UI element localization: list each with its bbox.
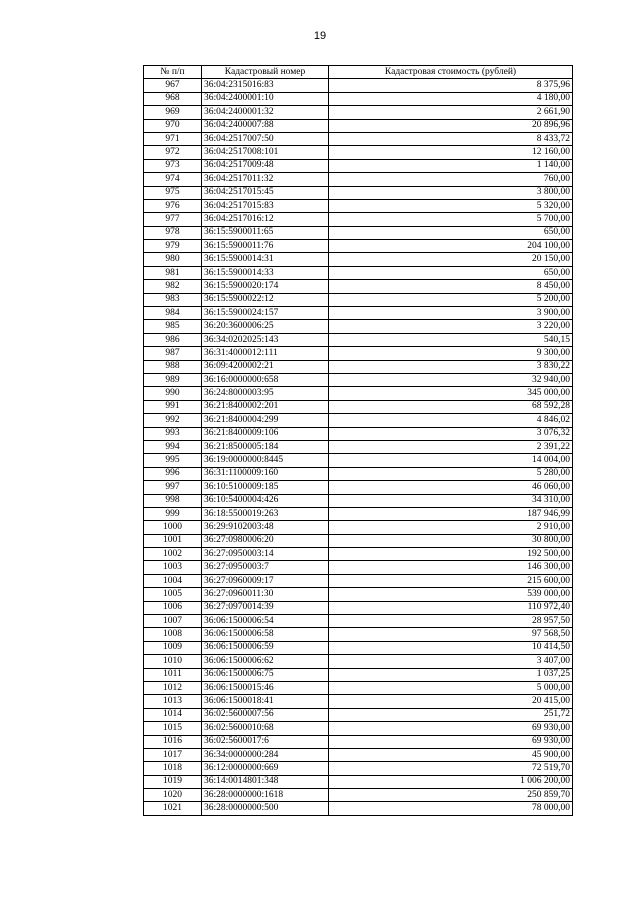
table-row xyxy=(144,266,573,279)
cadastral-number-cell: 36:24:8000003:95 xyxy=(202,387,329,400)
row-number-cell: 969 xyxy=(144,106,202,119)
cadastral-number-cell: 36:04:2315016:83 xyxy=(202,79,329,92)
table-row xyxy=(144,280,573,293)
cadastral-value-cell: 34 310,00 xyxy=(329,494,573,507)
cadastral-value-cell: 250 859,70 xyxy=(329,789,573,802)
cadastral-value-cell: 3 076,32 xyxy=(329,427,573,440)
cadastral-value-cell: 8 450,00 xyxy=(329,280,573,293)
cadastral-value-cell: 539 000,00 xyxy=(329,588,573,601)
table-row xyxy=(144,735,573,748)
row-number-cell: 1003 xyxy=(144,561,202,574)
row-number-cell: 1004 xyxy=(144,574,202,587)
row-number-cell: 991 xyxy=(144,400,202,413)
table-row xyxy=(144,655,573,668)
cadastral-number-cell: 36:04:2517016:12 xyxy=(202,213,329,226)
table-header-row xyxy=(144,66,573,79)
cadastral-number-cell: 36:12:0000000:669 xyxy=(202,762,329,775)
cadastral-value-cell: 5 280,00 xyxy=(329,467,573,480)
table-row xyxy=(144,775,573,788)
cadastral-value-cell: 187 946,99 xyxy=(329,507,573,520)
cadastral-value-cell: 1 140,00 xyxy=(329,159,573,172)
cadastral-number-cell: 36:27:0980006:20 xyxy=(202,534,329,547)
row-number-cell: 984 xyxy=(144,307,202,320)
cadastral-value-cell: 8 433,72 xyxy=(329,132,573,145)
row-number-cell: 985 xyxy=(144,320,202,333)
row-number-cell: 1008 xyxy=(144,628,202,641)
cadastral-value-cell: 32 940,00 xyxy=(329,373,573,386)
cadastral-number-cell: 36:10:5100009:185 xyxy=(202,481,329,494)
cadastral-number-cell: 36:20:3600006:25 xyxy=(202,320,329,333)
cadastral-value-cell: 110 972,40 xyxy=(329,601,573,614)
cadastral-number-cell: 36:02:5600007:56 xyxy=(202,708,329,721)
cadastral-number-cell: 36:04:2517009:48 xyxy=(202,159,329,172)
cadastral-value-cell: 345 000,00 xyxy=(329,387,573,400)
table-row xyxy=(144,507,573,520)
row-number-cell: 981 xyxy=(144,266,202,279)
cadastral-number-cell: 36:06:1500006:62 xyxy=(202,655,329,668)
cadastral-value-cell: 215 600,00 xyxy=(329,574,573,587)
cadastral-value-cell: 2 661,90 xyxy=(329,106,573,119)
row-number-cell: 1018 xyxy=(144,762,202,775)
table-row xyxy=(144,119,573,132)
row-number-cell: 971 xyxy=(144,132,202,145)
table-row xyxy=(144,481,573,494)
cadastral-number-cell: 36:18:5500019:263 xyxy=(202,507,329,520)
cadastral-number-cell: 36:09:4200002:21 xyxy=(202,360,329,373)
table-row xyxy=(144,762,573,775)
table-row xyxy=(144,146,573,159)
cadastral-number-cell: 36:06:1500018:41 xyxy=(202,695,329,708)
row-number-cell: 1006 xyxy=(144,601,202,614)
cadastral-value-cell: 3 407,00 xyxy=(329,655,573,668)
table-row xyxy=(144,588,573,601)
cadastral-value-cell: 30 800,00 xyxy=(329,534,573,547)
table-row xyxy=(144,213,573,226)
cadastral-number-cell: 36:06:1500006:75 xyxy=(202,668,329,681)
table-row xyxy=(144,695,573,708)
cadastral-number-cell: 36:02:5600010:68 xyxy=(202,722,329,735)
cadastral-value-cell: 1 037,25 xyxy=(329,668,573,681)
table-row xyxy=(144,521,573,534)
cadastral-number-cell: 36:06:1500006:54 xyxy=(202,615,329,628)
row-number-cell: 979 xyxy=(144,240,202,253)
row-number-cell: 988 xyxy=(144,360,202,373)
header-cadastral-number: Кадастровый номер xyxy=(202,66,329,79)
row-number-cell: 972 xyxy=(144,146,202,159)
cadastral-value-cell: 14 004,00 xyxy=(329,454,573,467)
row-number-cell: 1007 xyxy=(144,615,202,628)
table-row xyxy=(144,173,573,186)
table-row xyxy=(144,347,573,360)
table-row xyxy=(144,79,573,92)
table-row xyxy=(144,427,573,440)
cadastral-value-cell: 650,00 xyxy=(329,226,573,239)
cadastral-value-cell: 3 900,00 xyxy=(329,307,573,320)
header-cadastral-value: Кадастровая стоимость (рублей) xyxy=(329,66,573,79)
cadastral-number-cell: 36:34:0202025:143 xyxy=(202,333,329,346)
table-row xyxy=(144,240,573,253)
table-row xyxy=(144,802,573,815)
row-number-cell: 995 xyxy=(144,454,202,467)
row-number-cell: 996 xyxy=(144,467,202,480)
cadastral-value-cell: 540,15 xyxy=(329,333,573,346)
table-row xyxy=(144,307,573,320)
row-number-cell: 1009 xyxy=(144,641,202,654)
row-number-cell: 976 xyxy=(144,199,202,212)
table-row xyxy=(144,548,573,561)
row-number-cell: 970 xyxy=(144,119,202,132)
cadastral-value-cell: 3 220,00 xyxy=(329,320,573,333)
table-row xyxy=(144,333,573,346)
cadastral-value-cell: 12 160,00 xyxy=(329,146,573,159)
table-row xyxy=(144,387,573,400)
table-body xyxy=(144,79,573,815)
row-number-cell: 978 xyxy=(144,226,202,239)
cadastral-value-cell: 69 930,00 xyxy=(329,722,573,735)
cadastral-number-cell: 36:19:0000000:8445 xyxy=(202,454,329,467)
cadastral-number-cell: 36:04:2517008:101 xyxy=(202,146,329,159)
cadastral-number-cell: 36:27:0950003:14 xyxy=(202,548,329,561)
table-row xyxy=(144,92,573,105)
cadastral-number-cell: 36:15:5900022:12 xyxy=(202,293,329,306)
cadastral-number-cell: 36:04:2517015:83 xyxy=(202,199,329,212)
cadastral-number-cell: 36:15:5900014:33 xyxy=(202,266,329,279)
row-number-cell: 968 xyxy=(144,92,202,105)
row-number-cell: 967 xyxy=(144,79,202,92)
cadastral-value-cell: 251,72 xyxy=(329,708,573,721)
cadastral-number-cell: 36:27:0960009:17 xyxy=(202,574,329,587)
row-number-cell: 974 xyxy=(144,173,202,186)
row-number-cell: 1010 xyxy=(144,655,202,668)
row-number-cell: 990 xyxy=(144,387,202,400)
cadastral-value-cell: 192 500,00 xyxy=(329,548,573,561)
table-row xyxy=(144,320,573,333)
cadastral-number-cell: 36:27:0970014:39 xyxy=(202,601,329,614)
table-row xyxy=(144,159,573,172)
cadastral-number-cell: 36:04:2517011:32 xyxy=(202,173,329,186)
row-number-cell: 1005 xyxy=(144,588,202,601)
cadastral-number-cell: 36:04:2400001:32 xyxy=(202,106,329,119)
row-number-cell: 997 xyxy=(144,481,202,494)
cadastral-value-cell: 68 592,28 xyxy=(329,400,573,413)
cadastral-value-cell: 20 415,00 xyxy=(329,695,573,708)
table-row xyxy=(144,414,573,427)
table-row xyxy=(144,467,573,480)
row-number-cell: 1021 xyxy=(144,802,202,815)
table-row xyxy=(144,789,573,802)
cadastral-number-cell: 36:31:4000012:111 xyxy=(202,347,329,360)
row-number-cell: 975 xyxy=(144,186,202,199)
cadastral-value-cell: 3 830,22 xyxy=(329,360,573,373)
row-number-cell: 983 xyxy=(144,293,202,306)
table-row xyxy=(144,132,573,145)
table-row xyxy=(144,615,573,628)
cadastral-number-cell: 36:27:0950003:7 xyxy=(202,561,329,574)
table-row xyxy=(144,601,573,614)
cadastral-value-cell: 45 900,00 xyxy=(329,748,573,761)
cadastral-value-cell: 760,00 xyxy=(329,173,573,186)
cadastral-value-cell: 28 957,50 xyxy=(329,615,573,628)
table-row xyxy=(144,641,573,654)
row-number-cell: 1002 xyxy=(144,548,202,561)
cadastral-value-cell: 20 150,00 xyxy=(329,253,573,266)
cadastral-number-cell: 36:21:8500005:184 xyxy=(202,440,329,453)
row-number-cell: 977 xyxy=(144,213,202,226)
row-number-cell: 1000 xyxy=(144,521,202,534)
cadastral-number-cell: 36:06:1500006:59 xyxy=(202,641,329,654)
row-number-cell: 973 xyxy=(144,159,202,172)
cadastral-number-cell: 36:06:1500006:58 xyxy=(202,628,329,641)
table-row xyxy=(144,440,573,453)
cadastral-number-cell: 36:29:9102003:48 xyxy=(202,521,329,534)
table-row xyxy=(144,454,573,467)
row-number-cell: 989 xyxy=(144,373,202,386)
cadastral-value-cell: 2 910,00 xyxy=(329,521,573,534)
table-row xyxy=(144,722,573,735)
table-row xyxy=(144,226,573,239)
row-number-cell: 1012 xyxy=(144,681,202,694)
cadastral-value-cell: 78 000,00 xyxy=(329,802,573,815)
row-number-cell: 986 xyxy=(144,333,202,346)
row-number-cell: 994 xyxy=(144,440,202,453)
cadastral-value-cell: 204 100,00 xyxy=(329,240,573,253)
cadastral-value-cell: 9 300,00 xyxy=(329,347,573,360)
row-number-cell: 1001 xyxy=(144,534,202,547)
cadastral-number-cell: 36:02:5600017:6 xyxy=(202,735,329,748)
table-row xyxy=(144,574,573,587)
row-number-cell: 992 xyxy=(144,414,202,427)
cadastral-value-cell: 5 200,00 xyxy=(329,293,573,306)
table-row xyxy=(144,360,573,373)
row-number-cell: 987 xyxy=(144,347,202,360)
table-row xyxy=(144,186,573,199)
cadastral-value-cell: 5 700,00 xyxy=(329,213,573,226)
table-row xyxy=(144,561,573,574)
cadastral-number-cell: 36:21:8400004:299 xyxy=(202,414,329,427)
cadastral-value-cell: 10 414,50 xyxy=(329,641,573,654)
cadastral-number-cell: 36:28:0000000:1618 xyxy=(202,789,329,802)
table-row xyxy=(144,628,573,641)
row-number-cell: 1017 xyxy=(144,748,202,761)
table-row xyxy=(144,534,573,547)
row-number-cell: 1014 xyxy=(144,708,202,721)
table-row xyxy=(144,106,573,119)
table-row xyxy=(144,748,573,761)
cadastral-number-cell: 36:04:2517007:50 xyxy=(202,132,329,145)
page-number: 19 xyxy=(313,30,327,42)
row-number-cell: 993 xyxy=(144,427,202,440)
cadastral-number-cell: 36:16:0000000:658 xyxy=(202,373,329,386)
cadastral-number-cell: 36:34:0000000:284 xyxy=(202,748,329,761)
cadastral-value-cell: 5 000,00 xyxy=(329,681,573,694)
cadastral-value-cell: 2 391,22 xyxy=(329,440,573,453)
cadastral-number-cell: 36:10:5400004:426 xyxy=(202,494,329,507)
cadastral-value-table xyxy=(143,65,573,816)
cadastral-value-cell: 3 800,00 xyxy=(329,186,573,199)
header-row-number: № п/п xyxy=(144,66,202,79)
cadastral-number-cell: 36:06:1500015:46 xyxy=(202,681,329,694)
table-row xyxy=(144,708,573,721)
cadastral-number-cell: 36:15:5900020:174 xyxy=(202,280,329,293)
cadastral-number-cell: 36:04:2400001:10 xyxy=(202,92,329,105)
table-row xyxy=(144,293,573,306)
table-row xyxy=(144,253,573,266)
row-number-cell: 1011 xyxy=(144,668,202,681)
cadastral-value-cell: 4 180,00 xyxy=(329,92,573,105)
cadastral-number-cell: 36:15:5900014:31 xyxy=(202,253,329,266)
row-number-cell: 998 xyxy=(144,494,202,507)
cadastral-number-cell: 36:15:5900011:76 xyxy=(202,240,329,253)
cadastral-number-cell: 36:21:8400002:201 xyxy=(202,400,329,413)
cadastral-value-cell: 146 300,00 xyxy=(329,561,573,574)
cadastral-number-cell: 36:04:2400007:88 xyxy=(202,119,329,132)
row-number-cell: 1020 xyxy=(144,789,202,802)
cadastral-value-cell: 5 320,00 xyxy=(329,199,573,212)
cadastral-number-cell: 36:15:5900011:65 xyxy=(202,226,329,239)
table-row xyxy=(144,400,573,413)
cadastral-number-cell: 36:31:1100009:160 xyxy=(202,467,329,480)
cadastral-value-cell: 4 846,02 xyxy=(329,414,573,427)
cadastral-number-cell: 36:21:8400009:106 xyxy=(202,427,329,440)
table-row xyxy=(144,199,573,212)
row-number-cell: 1019 xyxy=(144,775,202,788)
cadastral-value-cell: 97 568,50 xyxy=(329,628,573,641)
row-number-cell: 1016 xyxy=(144,735,202,748)
cadastral-value-cell: 1 006 200,00 xyxy=(329,775,573,788)
cadastral-number-cell: 36:27:0960011:30 xyxy=(202,588,329,601)
row-number-cell: 1013 xyxy=(144,695,202,708)
cadastral-value-cell: 72 519,70 xyxy=(329,762,573,775)
row-number-cell: 982 xyxy=(144,280,202,293)
row-number-cell: 980 xyxy=(144,253,202,266)
row-number-cell: 1015 xyxy=(144,722,202,735)
cadastral-value-cell: 8 375,96 xyxy=(329,79,573,92)
cadastral-number-cell: 36:14:0014801:348 xyxy=(202,775,329,788)
cadastral-number-cell: 36:28:0000000:500 xyxy=(202,802,329,815)
cadastral-value-cell: 69 930,00 xyxy=(329,735,573,748)
table-row xyxy=(144,373,573,386)
table-row xyxy=(144,494,573,507)
table-row xyxy=(144,668,573,681)
cadastral-value-cell: 650,00 xyxy=(329,266,573,279)
cadastral-number-cell: 36:15:5900024:157 xyxy=(202,307,329,320)
cadastral-number-cell: 36:04:2517015:45 xyxy=(202,186,329,199)
cadastral-value-cell: 20 896,96 xyxy=(329,119,573,132)
table-row xyxy=(144,681,573,694)
row-number-cell: 999 xyxy=(144,507,202,520)
cadastral-value-cell: 46 060,00 xyxy=(329,481,573,494)
